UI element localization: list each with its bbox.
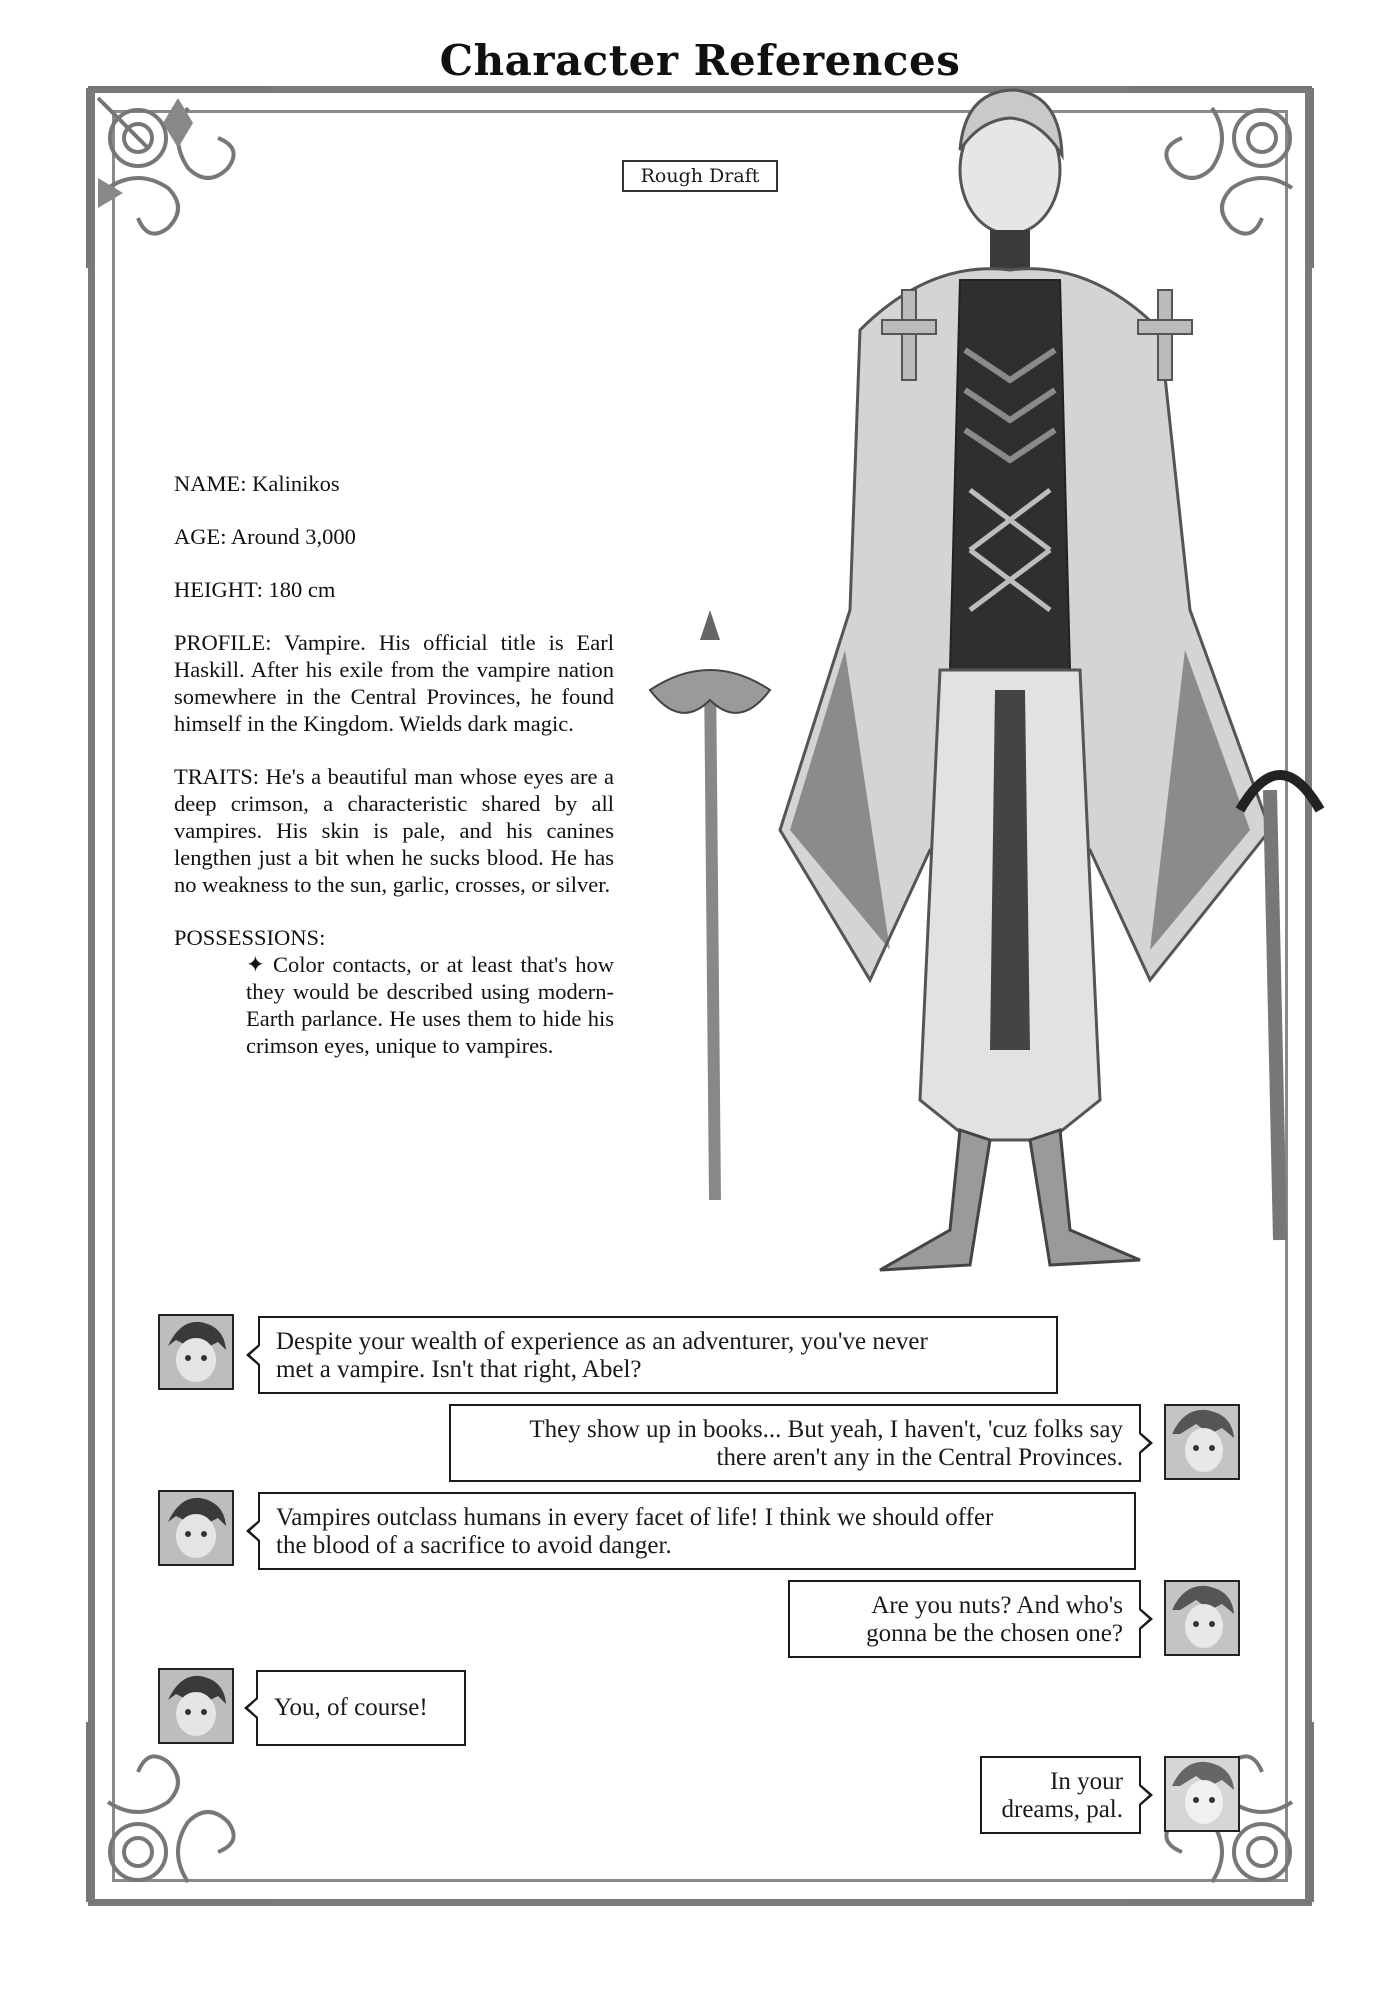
avatar-right: [1164, 1580, 1240, 1656]
height-entry: [174, 576, 614, 603]
speech-bubble-4: [788, 1580, 1141, 1658]
traits-entry: [174, 763, 614, 898]
name-entry: [174, 470, 614, 497]
avatar-right: [1164, 1404, 1240, 1480]
speech-bubble-3: [258, 1492, 1136, 1570]
possessions-label: POSSESSIONS:: [174, 925, 326, 950]
possessions-item: ✦ Color contacts, or at least that's how they would be described using modern-Earth parlance. He uses them to hide his crimson eyes, unique to vampires.: [246, 952, 614, 1058]
boy-portrait-avatar-icon: [160, 1492, 232, 1564]
character-illustration: [630, 50, 1330, 1290]
speech-line: Vampires outclass humans in every facet of life! I think we should offer: [276, 1504, 994, 1531]
rough-draft-tag: Rough Draft: [622, 160, 778, 192]
age-value: Around 3,000: [230, 524, 356, 549]
speech-line: gonna be the chosen one?: [866, 1620, 1123, 1647]
young-man-portrait-avatar-icon: [1166, 1406, 1238, 1478]
speech-bubble-1: [258, 1316, 1058, 1394]
profile-label: PROFILE:: [174, 630, 272, 655]
age-label: AGE:: [174, 524, 227, 549]
speech-line: You, of course!: [274, 1694, 428, 1721]
avatar-left: [158, 1314, 234, 1390]
page-title: Character References: [439, 36, 961, 85]
avatar-right: [1164, 1756, 1240, 1832]
boy-portrait-avatar-icon: [160, 1670, 232, 1742]
boy-portrait-avatar-icon: [160, 1316, 232, 1388]
traits-label: TRAITS:: [174, 764, 260, 789]
speech-line: dreams, pal.: [1001, 1796, 1123, 1823]
speech-bubble-5: [256, 1670, 466, 1746]
speech-line: Despite your wealth of experience as an adventurer, you've never: [276, 1328, 928, 1355]
name-label: NAME:: [174, 471, 247, 496]
speech-bubble-6: [980, 1756, 1141, 1834]
young-man-portrait-avatar-icon: [1166, 1758, 1238, 1830]
name-value: Kalinikos: [252, 471, 340, 496]
avatar-left: [158, 1490, 234, 1566]
speech-bubble-2: [449, 1404, 1141, 1482]
height-value: 180 cm: [268, 577, 336, 602]
character-profile: [174, 470, 614, 1085]
profile-entry: [174, 629, 614, 737]
speech-line: met a vampire. Isn't that right, Abel?: [276, 1356, 642, 1383]
age-entry: [174, 523, 614, 550]
speech-line: there aren't any in the Central Provinces.: [716, 1444, 1123, 1471]
speech-line: They show up in books... But yeah, I haven't, 'cuz folks say: [529, 1416, 1123, 1443]
profile-text: Vampire. His official title is Earl Haskill. After his exile from the vampire nation somewhere in the Central Provinces, he found himself in the Kingdom. Wields dark magic.: [174, 630, 615, 736]
speech-line: the blood of a sacrifice to avoid danger.: [276, 1532, 672, 1559]
traits-text: He's a beautiful man whose eyes are a deep crimson, a characteristic shared by all vampires. His skin is pale, and his canines lengthen just a bit when he sucks blood. He has no weakness to the sun, garlic, crosses, or silver.: [174, 764, 614, 897]
young-man-portrait-avatar-icon: [1166, 1582, 1238, 1654]
speech-line: In your: [1050, 1768, 1123, 1795]
corner-ornament-top-left-icon: [78, 78, 278, 278]
avatar-left: [158, 1668, 234, 1744]
height-label: HEIGHT:: [174, 577, 263, 602]
speech-line: Are you nuts? And who's: [871, 1592, 1123, 1619]
